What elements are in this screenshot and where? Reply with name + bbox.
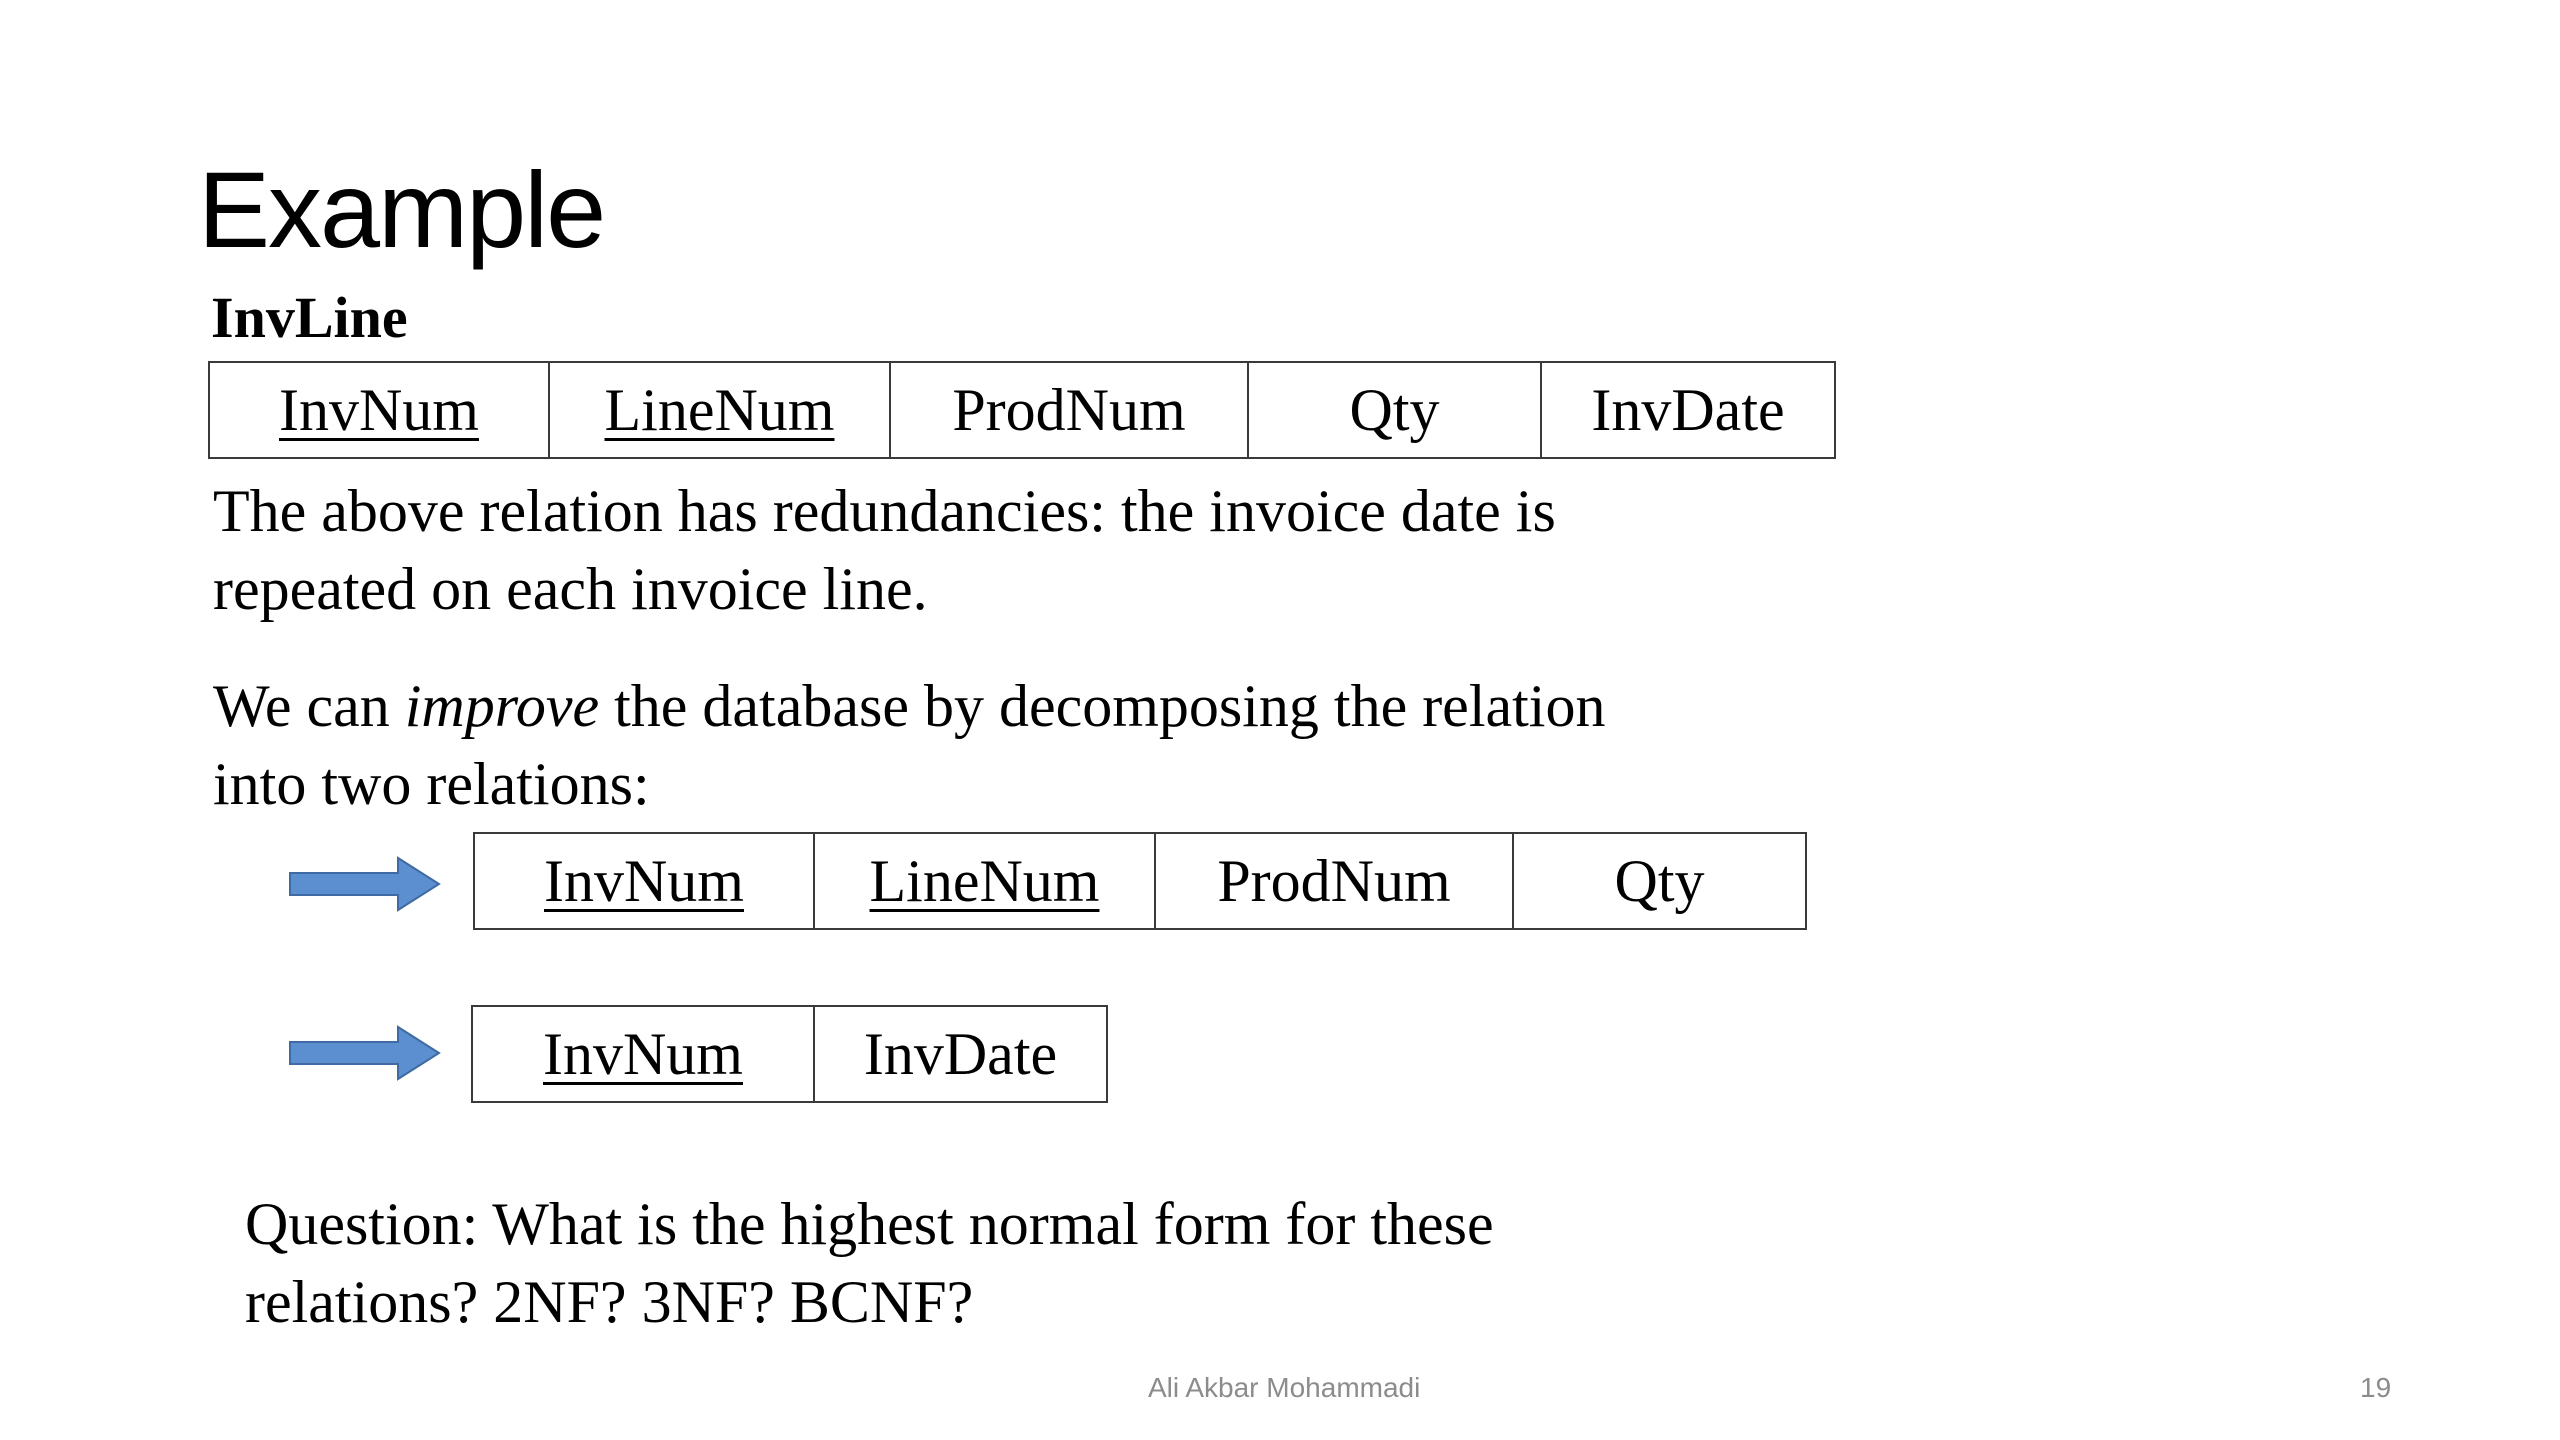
right-arrow-icon [288,856,442,912]
relation-name: InvLine [211,285,408,350]
table-row [209,362,1835,458]
question-line-2: relations? 2NF? 3NF? BCNF? [245,1269,974,1335]
attribute-cell-linenum: LineNum [549,362,890,458]
improve-line-1 [213,667,1605,745]
table-row [472,1006,1107,1102]
right-arrow-icon [288,1025,442,1081]
attribute-cell-prodnum: ProdNum [1155,833,1513,929]
question-paragraph [245,1185,1494,1341]
attribute-cell-prodnum: ProdNum [890,362,1248,458]
invline-relation-table [208,361,1836,459]
attribute-cell-linenum: LineNum [814,833,1155,929]
redundancy-line-2: repeated on each invoice line. [213,556,928,622]
slide-title: Example [198,149,605,270]
redundancy-line-1: The above relation has redundancies: the invoice date is [213,478,1556,544]
attribute-cell-qty: Qty [1513,833,1806,929]
attribute-cell-invdate: InvDate [814,1006,1107,1102]
question-line-1: Question: What is the highest normal form for these [245,1191,1494,1257]
attribute-cell-invnum: InvNum [474,833,814,929]
attribute-cell-invnum: InvNum [209,362,549,458]
line-relation-table [473,832,1807,930]
improve-line-2: into two relations: [213,751,650,817]
improve-text-before: We can [213,673,405,739]
footer-author: Ali Akbar Mohammadi [1148,1372,1421,1403]
attribute-cell-invdate: InvDate [1541,362,1835,458]
improve-text-after: the database by decomposing the relation [599,673,1606,739]
improve-paragraph [213,667,1605,823]
slide-number: 19 [2360,1372,2392,1403]
redundancy-paragraph [213,472,1556,628]
improve-emphasis: improve [404,673,600,739]
table-row [474,833,1806,929]
attribute-cell-invnum: InvNum [472,1006,814,1102]
date-relation-table [471,1005,1108,1103]
attribute-cell-qty: Qty [1248,362,1541,458]
